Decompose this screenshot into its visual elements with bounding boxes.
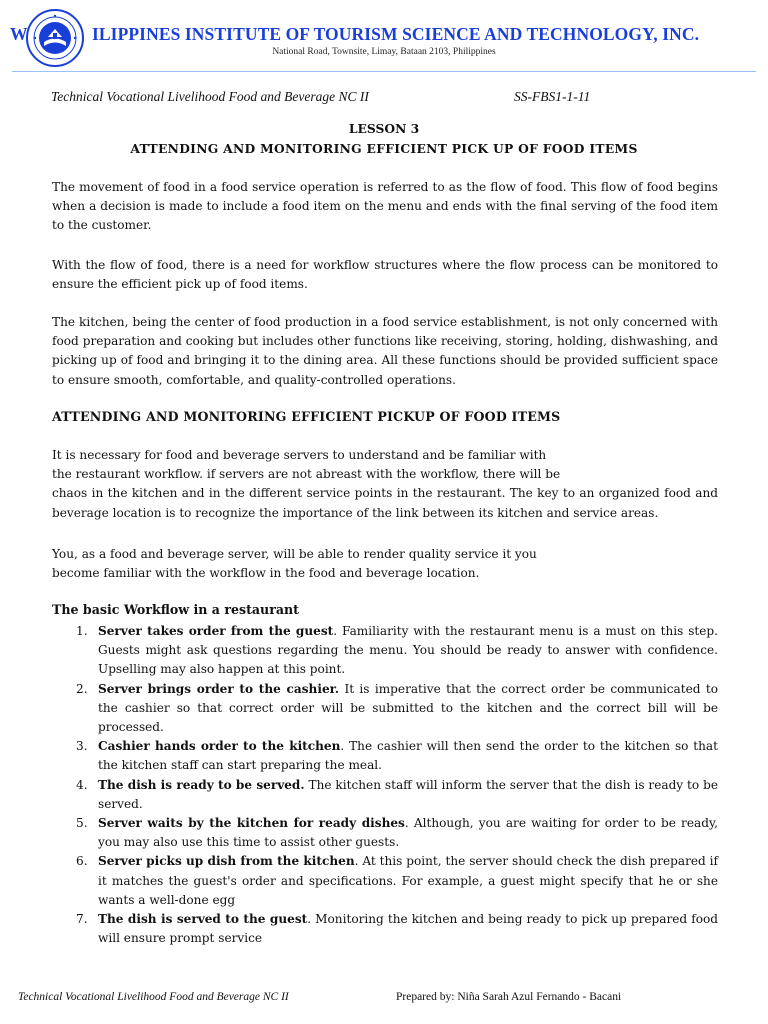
step-heading: The dish is served to the guest <box>98 912 308 927</box>
letterhead <box>0 0 768 74</box>
paragraph-line: the restaurant workflow. if servers are not abreast with the workflow, there will be <box>52 467 561 482</box>
step-heading: Server brings order to the cashier. <box>98 681 340 696</box>
section-paragraph <box>52 446 718 523</box>
school-name-initial: W <box>10 24 28 44</box>
paragraph: The movement of food in a food service operation is referred to as the flow of food. This flow of food begins when a decision is made to include a food item on the menu and ends with the final serving of the food item to the customer. <box>52 180 718 233</box>
school-name-rest: ILIPPINES INSTITUTE OF TOURISM SCIENCE AND TECHNOLOGY, INC. <box>92 24 700 44</box>
step-number: 6. <box>76 854 88 869</box>
paragraph-line: become familiar with the workflow in the food and beverage location. <box>52 566 480 581</box>
workflow-title: The basic Workflow in a restaurant <box>52 602 299 617</box>
workflow-step <box>52 814 718 852</box>
footer-author: Prepared by: Niña Sarah Azul Fernando - Bacani <box>396 991 622 1003</box>
step-text: It is imperative that the correct order be communicated to the cashier so that correct order will be submitted to the kitchen and the correct bill will be processed. <box>98 681 718 735</box>
step-text: . Monitoring the kitchen and being ready to pick up prepared food will ensure prompt service <box>98 912 718 946</box>
step-number: 7. <box>76 912 88 927</box>
subject-title: Technical Vocational Livelihood Food and Beverage NC II <box>51 89 369 104</box>
step-heading: The dish is ready to be served. <box>98 777 305 792</box>
workflow-step <box>52 852 718 910</box>
workflow-step <box>52 737 718 775</box>
page-footer <box>0 991 768 1011</box>
step-text: . Although, you are waiting for order to be ready, you may also use this time to assist other guests. <box>98 816 719 850</box>
section-paragraph <box>52 545 718 583</box>
school-address: National Road, Townsite, Limay, Bataan 2103, Philippines <box>272 47 496 57</box>
step-text: . Familiarity with the restaurant menu is a must on this step. Guests might ask questions regarding the menu. You should be ready to answer with confidence. Upselling may also happen at this point. <box>98 624 719 677</box>
lesson-title: ATTENDING AND MONITORING EFFICIENT PICK UP OF FOOD ITEMS <box>130 141 638 156</box>
workflow-steps <box>52 622 718 948</box>
school-seal-icon <box>26 9 84 67</box>
paragraph-line: It is necessary for food and beverage servers to understand and be familiar with <box>52 448 547 462</box>
step-heading: Cashier hands order to the kitchen <box>98 739 341 754</box>
section-heading: ATTENDING AND MONITORING EFFICIENT PICKUP OF FOOD ITEMS <box>52 409 561 424</box>
step-number: 1. <box>76 624 88 638</box>
subject-code: SS-FBS1-1-11 <box>514 89 591 104</box>
step-heading: Server waits by the kitchen for ready dishes <box>98 816 405 831</box>
step-text: The kitchen staff will inform the server that the dish is ready to be served. <box>98 777 718 811</box>
paragraph-text: chaos in the kitchen and in the different service points in the restaurant. The key to an organized food and beverage location is to recognize the importance of the link between its kitchen and service areas. <box>52 486 718 520</box>
step-heading: Server takes order from the guest <box>98 624 334 638</box>
step-text: . The cashier will then send the order to the kitchen so that the kitchen staff can start preparing the meal. <box>98 739 718 773</box>
paragraph: With the flow of food, there is a need for workflow structures where the flow process can be monitored to ensure the efficient pick up of food items. <box>52 258 718 292</box>
step-number: 4. <box>76 777 88 792</box>
paragraph: The kitchen, being the center of food production in a food service establishment, is not only concerned with food preparation and cooking but includes other functions like receiving, storing, holding, dishwashing, and picking up of food and bringing it to the dining area. All these functions should be provided sufficient space to ensure smooth, comfortable, and quality-controlled operations. <box>52 315 718 387</box>
workflow-step <box>52 910 718 948</box>
step-number: 2. <box>76 681 88 696</box>
subject-line <box>51 89 731 105</box>
step-number: 5. <box>76 816 88 831</box>
workflow-step <box>52 680 718 738</box>
footer-subject: Technical Vocational Livelihood Food and Beverage NC II <box>18 991 289 1003</box>
step-number: 3. <box>76 739 88 754</box>
workflow-step <box>52 622 718 680</box>
step-heading: Server picks up dish from the kitchen <box>98 854 355 869</box>
lesson-number: LESSON 3 <box>348 121 420 136</box>
header-divider <box>12 71 756 72</box>
workflow-step <box>52 776 718 814</box>
paragraph-line: You, as a food and beverage server, will be able to render quality service it you <box>52 547 537 561</box>
step-text: . At this point, the server should check the dish prepared if it matches the guest's order and specifications. For example, a guest might specify that he or she wants a well-done egg <box>98 854 719 907</box>
